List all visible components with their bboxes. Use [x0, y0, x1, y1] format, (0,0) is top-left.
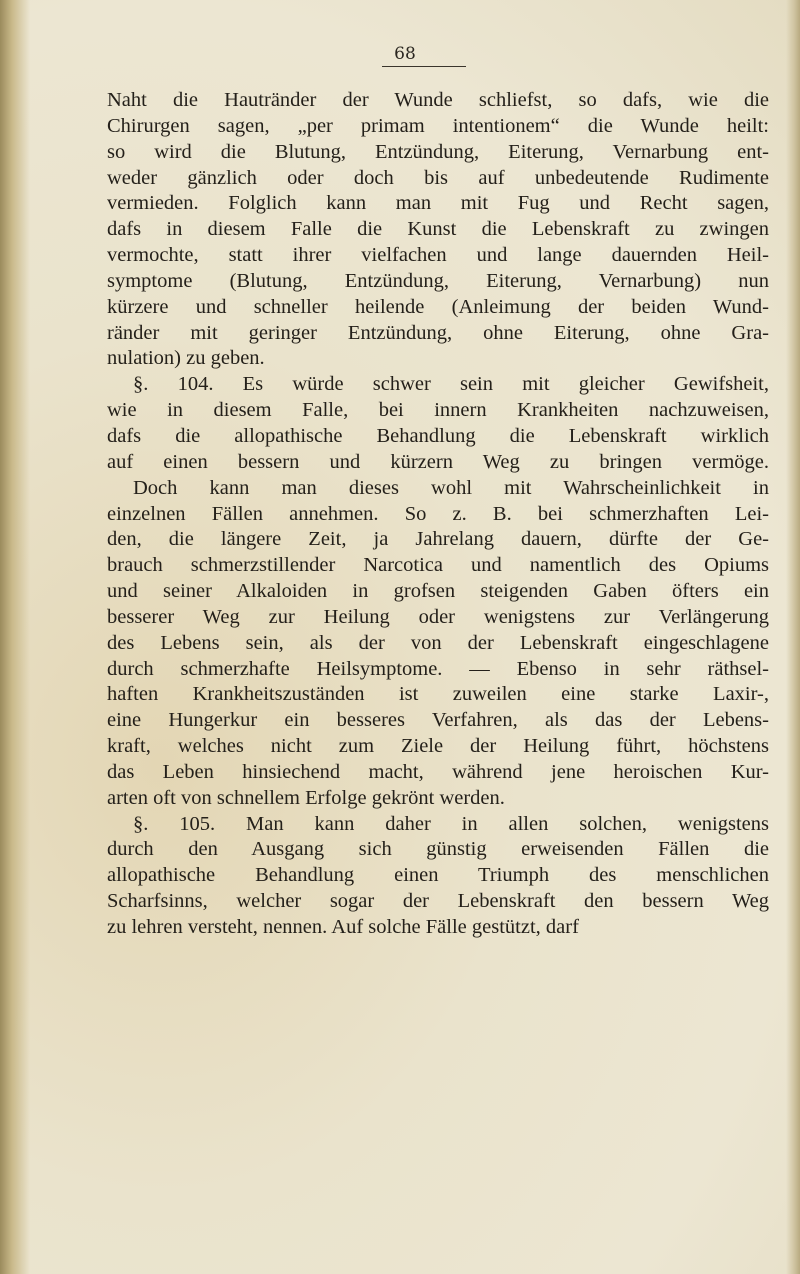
text-line: Scharfsinns, welcher sogar der Lebenskraft den bessern Weg	[107, 890, 769, 913]
text-line: vermochte, statt ihrer vielfachen und lange dauernden Heil-	[107, 244, 769, 267]
text-line: arten oft von schnellem Erfolge gekrönt werden.	[107, 786, 505, 809]
text-line: zu lehren versteht, nennen. Auf solche Fälle gestützt, darf	[107, 916, 579, 938]
text-line: vermieden. Folglich kann man mit Fug und Recht sagen,	[107, 192, 769, 215]
text-line: Naht die Hautränder der Wunde schliefst, so dafs, wie die	[107, 89, 769, 111]
text-line: allopathische Behandlung einen Triumph des menschlichen	[107, 864, 769, 887]
text-line: haften Krankheitszuständen ist zuweilen eine starke Laxir-,	[107, 683, 769, 706]
text-line: und seiner Alkaloiden in grofsen steigenden Gaben öfters ein	[107, 580, 769, 603]
text-line: kraft, welches nicht zum Ziele der Heilung führt, höchstens	[107, 735, 769, 758]
text-line: dafs die allopathische Behandlung die Lebenskraft wirklich	[107, 424, 769, 447]
text-line: §. 105. Man kann daher in allen solchen, wenigstens	[133, 812, 769, 835]
text-line: weder gänzlich oder doch bis auf unbedeutende Rudimente	[107, 166, 769, 189]
text-line: ränder mit geringer Entzündung, ohne Eiterung, ohne Gra-	[107, 321, 769, 344]
text-line: so wird die Blutung, Entzündung, Eiterung, Vernarbung ent-	[107, 140, 769, 163]
text-line: Chirurgen sagen, „per primam intentionem“ die Wunde heilt:	[107, 114, 769, 137]
text-line: §. 104. Es würde schwer sein mit gleicher Gewifsheit,	[133, 373, 769, 396]
text-line: das Leben hinsiechend macht, während jene heroischen Kur-	[107, 760, 769, 783]
text-line: den, die längere Zeit, ja Jahrelang dauern, dürfte der Ge-	[107, 528, 769, 551]
page-right-edge	[786, 0, 800, 1274]
text-line: dafs in diesem Falle die Kunst die Lebenskraft zu zwingen	[107, 218, 769, 241]
text-line: nulation) zu geben.	[107, 347, 265, 370]
text-line: besserer Weg zur Heilung oder wenigstens zur Verlängerung	[107, 605, 769, 628]
body-text	[107, 88, 769, 941]
page-number: 68	[394, 44, 416, 64]
text-line: kürzere und schneller heilende (Anleimung der beiden Wund-	[107, 295, 769, 318]
text-line: durch den Ausgang sich günstig erweisenden Fällen die	[107, 838, 769, 861]
text-line: brauch schmerzstillender Narcotica und namentlich des Opiums	[107, 554, 769, 577]
text-line: einzelnen Fällen annehmen. So z. B. bei schmerzhaften Lei-	[107, 502, 769, 525]
text-line: des Lebens sein, als der von der Lebenskraft eingeschlagene	[107, 631, 769, 654]
text-line: Doch kann man dieses wohl mit Wahrscheinlichkeit in	[133, 476, 769, 499]
header-rule	[382, 66, 466, 67]
page-binding-edge	[0, 0, 30, 1274]
text-line: eine Hungerkur ein besseres Verfahren, als das der Lebens-	[107, 709, 769, 732]
text-line: wie in diesem Falle, bei innern Krankheiten nachzuweisen,	[107, 399, 769, 422]
text-line: symptome (Blutung, Entzündung, Eiterung, Vernarbung) nun	[107, 269, 769, 292]
text-line: durch schmerzhafte Heilsymptome. — Ebenso in sehr räthsel-	[107, 657, 769, 680]
text-line: auf einen bessern und kürzern Weg zu bringen vermöge.	[107, 450, 769, 473]
